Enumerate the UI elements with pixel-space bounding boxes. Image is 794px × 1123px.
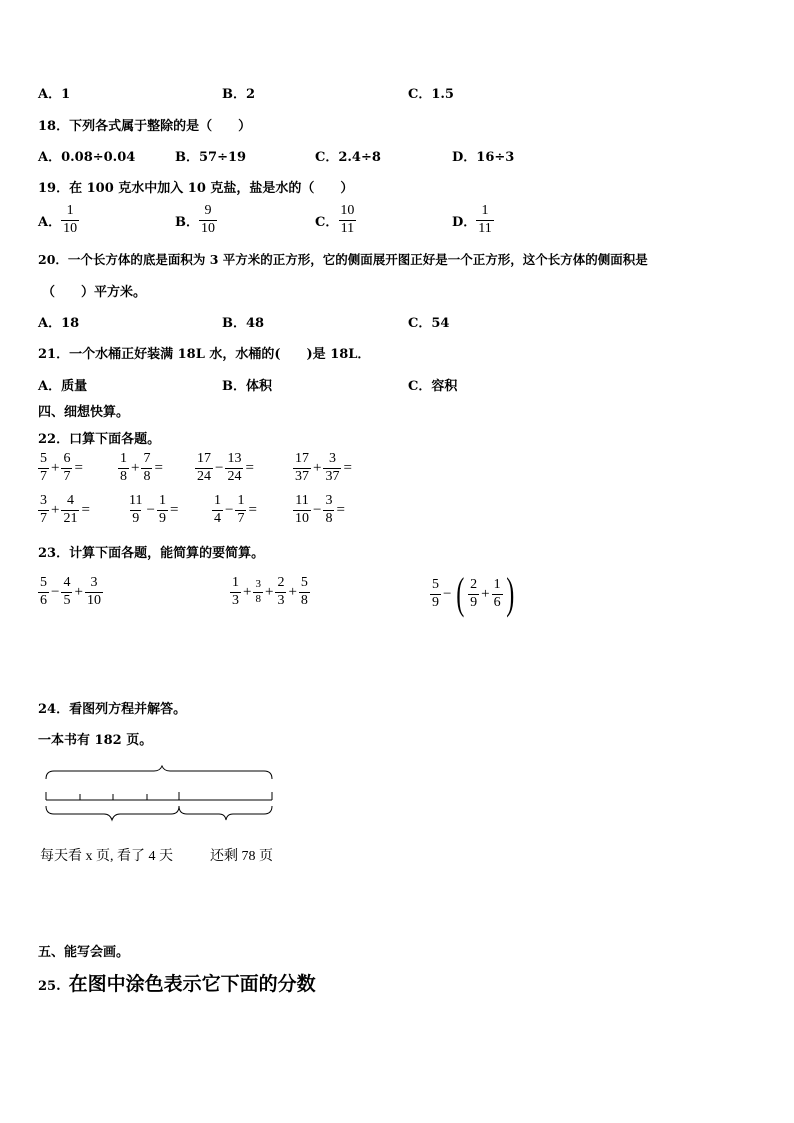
remaining-pages-brace <box>179 806 272 820</box>
fraction: $\frac{6}{7}$ <box>63 451 71 484</box>
q25-number: 25. <box>38 979 61 994</box>
q22-item-6 <box>127 494 180 526</box>
fraction: $\frac{5}{6}$ <box>40 575 47 608</box>
q24-caption-left: 每天看 x 页, 看了 4 天 <box>40 849 173 864</box>
operator: + <box>131 459 140 476</box>
total-brace <box>46 766 272 779</box>
fraction: $\frac{1}{6}$ <box>493 576 501 610</box>
q20-question-line2: （ ）平方米。 <box>42 285 147 300</box>
q25-text: 在图中涂色表示它下面的分数 <box>68 973 316 995</box>
equals-sign: = <box>248 501 257 518</box>
operator: + <box>288 583 297 600</box>
q18-option-b: B．57÷19 <box>175 150 247 165</box>
operator: + <box>481 585 490 602</box>
q19-option-d-fraction: $\frac{1}{11}$ <box>478 203 492 236</box>
q17-option-b: B．2 <box>222 87 256 102</box>
operator: + <box>264 583 274 600</box>
equals-sign: = <box>343 459 352 476</box>
fraction: $\frac{2}{3}$ <box>277 575 285 608</box>
q23-expression-1 <box>38 576 103 608</box>
q19-question: 19．在 100 克水中加入 10 克盐，盐是水的（ ） <box>38 181 354 196</box>
operator: − <box>443 585 452 602</box>
q23-question: 23．计算下面各题，能简算的要简算。 <box>38 546 265 561</box>
q23-expression-3 <box>430 569 517 618</box>
fraction: $\frac{5}{8}$ <box>300 575 308 608</box>
fraction: $\frac{17}{24}$ <box>197 451 211 484</box>
equals-sign: = <box>81 501 90 518</box>
q24-caption-right: 还剩 78 页 <box>210 849 273 864</box>
q23-expression-2 <box>230 576 310 608</box>
equals-sign: = <box>245 459 254 476</box>
fraction: $\frac{1}{9}$ <box>158 493 166 526</box>
q19-option-a-fraction: $\frac{1}{10}$ <box>63 203 78 236</box>
q21-question: 21．一个水桶正好装满 18L 水，水桶的( )是 18L． <box>38 347 371 362</box>
operator: + <box>51 459 60 476</box>
q18-option-d: D．16÷3 <box>452 150 515 165</box>
q20-option-a: A．18 <box>38 316 80 331</box>
fraction: $\frac{3}{37}$ <box>325 451 340 484</box>
fraction: $\frac{11}{10}$ <box>295 493 309 526</box>
equals-sign: = <box>74 459 83 476</box>
fraction: $\frac{1}{8}$ <box>120 451 127 484</box>
q20-question-line1: 20．一个长方体的底是面积为 3 平方米的正方形，它的侧面展开图正好是一个正方形，这个长方体的侧面积是 <box>38 252 648 267</box>
q19-option-d <box>452 204 494 236</box>
q20-option-c: C．54 <box>408 316 450 331</box>
q22-question: 22．口算下面各题。 <box>38 432 161 447</box>
operator: − <box>51 583 60 600</box>
operator: − <box>225 501 234 518</box>
equals-sign: = <box>154 459 163 476</box>
q22-item-2 <box>118 452 165 484</box>
q19-option-b-label: B． <box>175 214 199 230</box>
q19-option-c <box>315 204 356 236</box>
q21-option-a: A．质量 <box>38 379 88 394</box>
q22-item-8 <box>293 494 347 526</box>
section-4-title: 四、细想快算。 <box>38 405 130 420</box>
section-5-title: 五、能写会画。 <box>38 945 130 960</box>
fraction: $\frac{4}{5}$ <box>63 575 71 608</box>
q19-option-a <box>38 204 79 236</box>
q19-option-d-label: D． <box>452 214 477 230</box>
q22-item-5 <box>38 494 92 526</box>
q18-option-c: C．2.4÷8 <box>315 150 381 165</box>
fraction: $\frac{1}{7}$ <box>237 493 245 526</box>
fraction: $\frac{11}{9}$ <box>129 493 143 526</box>
q18-option-a: A．0.08÷0.04 <box>38 150 136 165</box>
q24-question: 24．看图列方程并解答。 <box>38 702 187 717</box>
q19-option-c-fraction: $\frac{10}{11}$ <box>340 203 355 236</box>
q20-option-b: B．48 <box>222 316 265 331</box>
left-parenthesis: ( <box>456 569 465 618</box>
operator: − <box>146 501 155 518</box>
operator: + <box>74 583 83 600</box>
operator: − <box>215 459 224 476</box>
q24-subtext: 一本书有 182 页。 <box>38 733 153 748</box>
read-pages-brace <box>46 806 179 820</box>
q22-item-3 <box>195 452 256 484</box>
fraction: $\frac{13}{24}$ <box>227 451 242 484</box>
fraction: $\frac{3}{10}$ <box>86 575 101 608</box>
fraction: $\frac{2}{9}$ <box>470 576 478 610</box>
operator: + <box>51 501 60 518</box>
fraction: $\frac{3}{8}$ <box>325 493 333 526</box>
fraction: $\frac{1}{3}$ <box>232 575 239 608</box>
q19-option-b-fraction: $\frac{9}{10}$ <box>201 203 215 236</box>
q22-item-4 <box>293 452 354 484</box>
fraction: $\frac{17}{37}$ <box>295 451 309 484</box>
q22-item-7 <box>212 494 259 526</box>
q19-option-b <box>175 204 217 236</box>
fraction: $\frac{7}{8}$ <box>143 451 151 484</box>
q25-question <box>38 969 316 996</box>
right-parenthesis: ) <box>505 569 514 618</box>
equals-sign: = <box>169 501 179 518</box>
operator: + <box>313 459 322 476</box>
operator: − <box>313 501 322 518</box>
q19-option-a-label: A． <box>38 214 62 230</box>
q21-option-b: B．体积 <box>222 379 272 394</box>
fraction: $\frac{3}{7}$ <box>40 493 47 526</box>
q17-option-a: A．1 <box>38 87 71 102</box>
fraction: $\frac{4}{21}$ <box>63 493 78 526</box>
operator: + <box>243 583 252 600</box>
fraction: $\frac{1}{4}$ <box>214 493 221 526</box>
q18-question: 18．下列各式属于整除的是（ ） <box>38 119 252 134</box>
q17-option-c: C．1.5 <box>408 87 454 102</box>
fraction: $\frac{3}{8}$ <box>255 578 261 605</box>
q21-option-c: C．容积 <box>408 379 458 394</box>
fraction: $\frac{5}{9}$ <box>432 576 439 610</box>
q22-item-1 <box>38 452 85 484</box>
q24-line-diagram <box>40 765 280 827</box>
q19-option-c-label: C． <box>315 214 339 230</box>
fraction: $\frac{5}{7}$ <box>40 451 47 484</box>
equals-sign: = <box>336 501 345 518</box>
